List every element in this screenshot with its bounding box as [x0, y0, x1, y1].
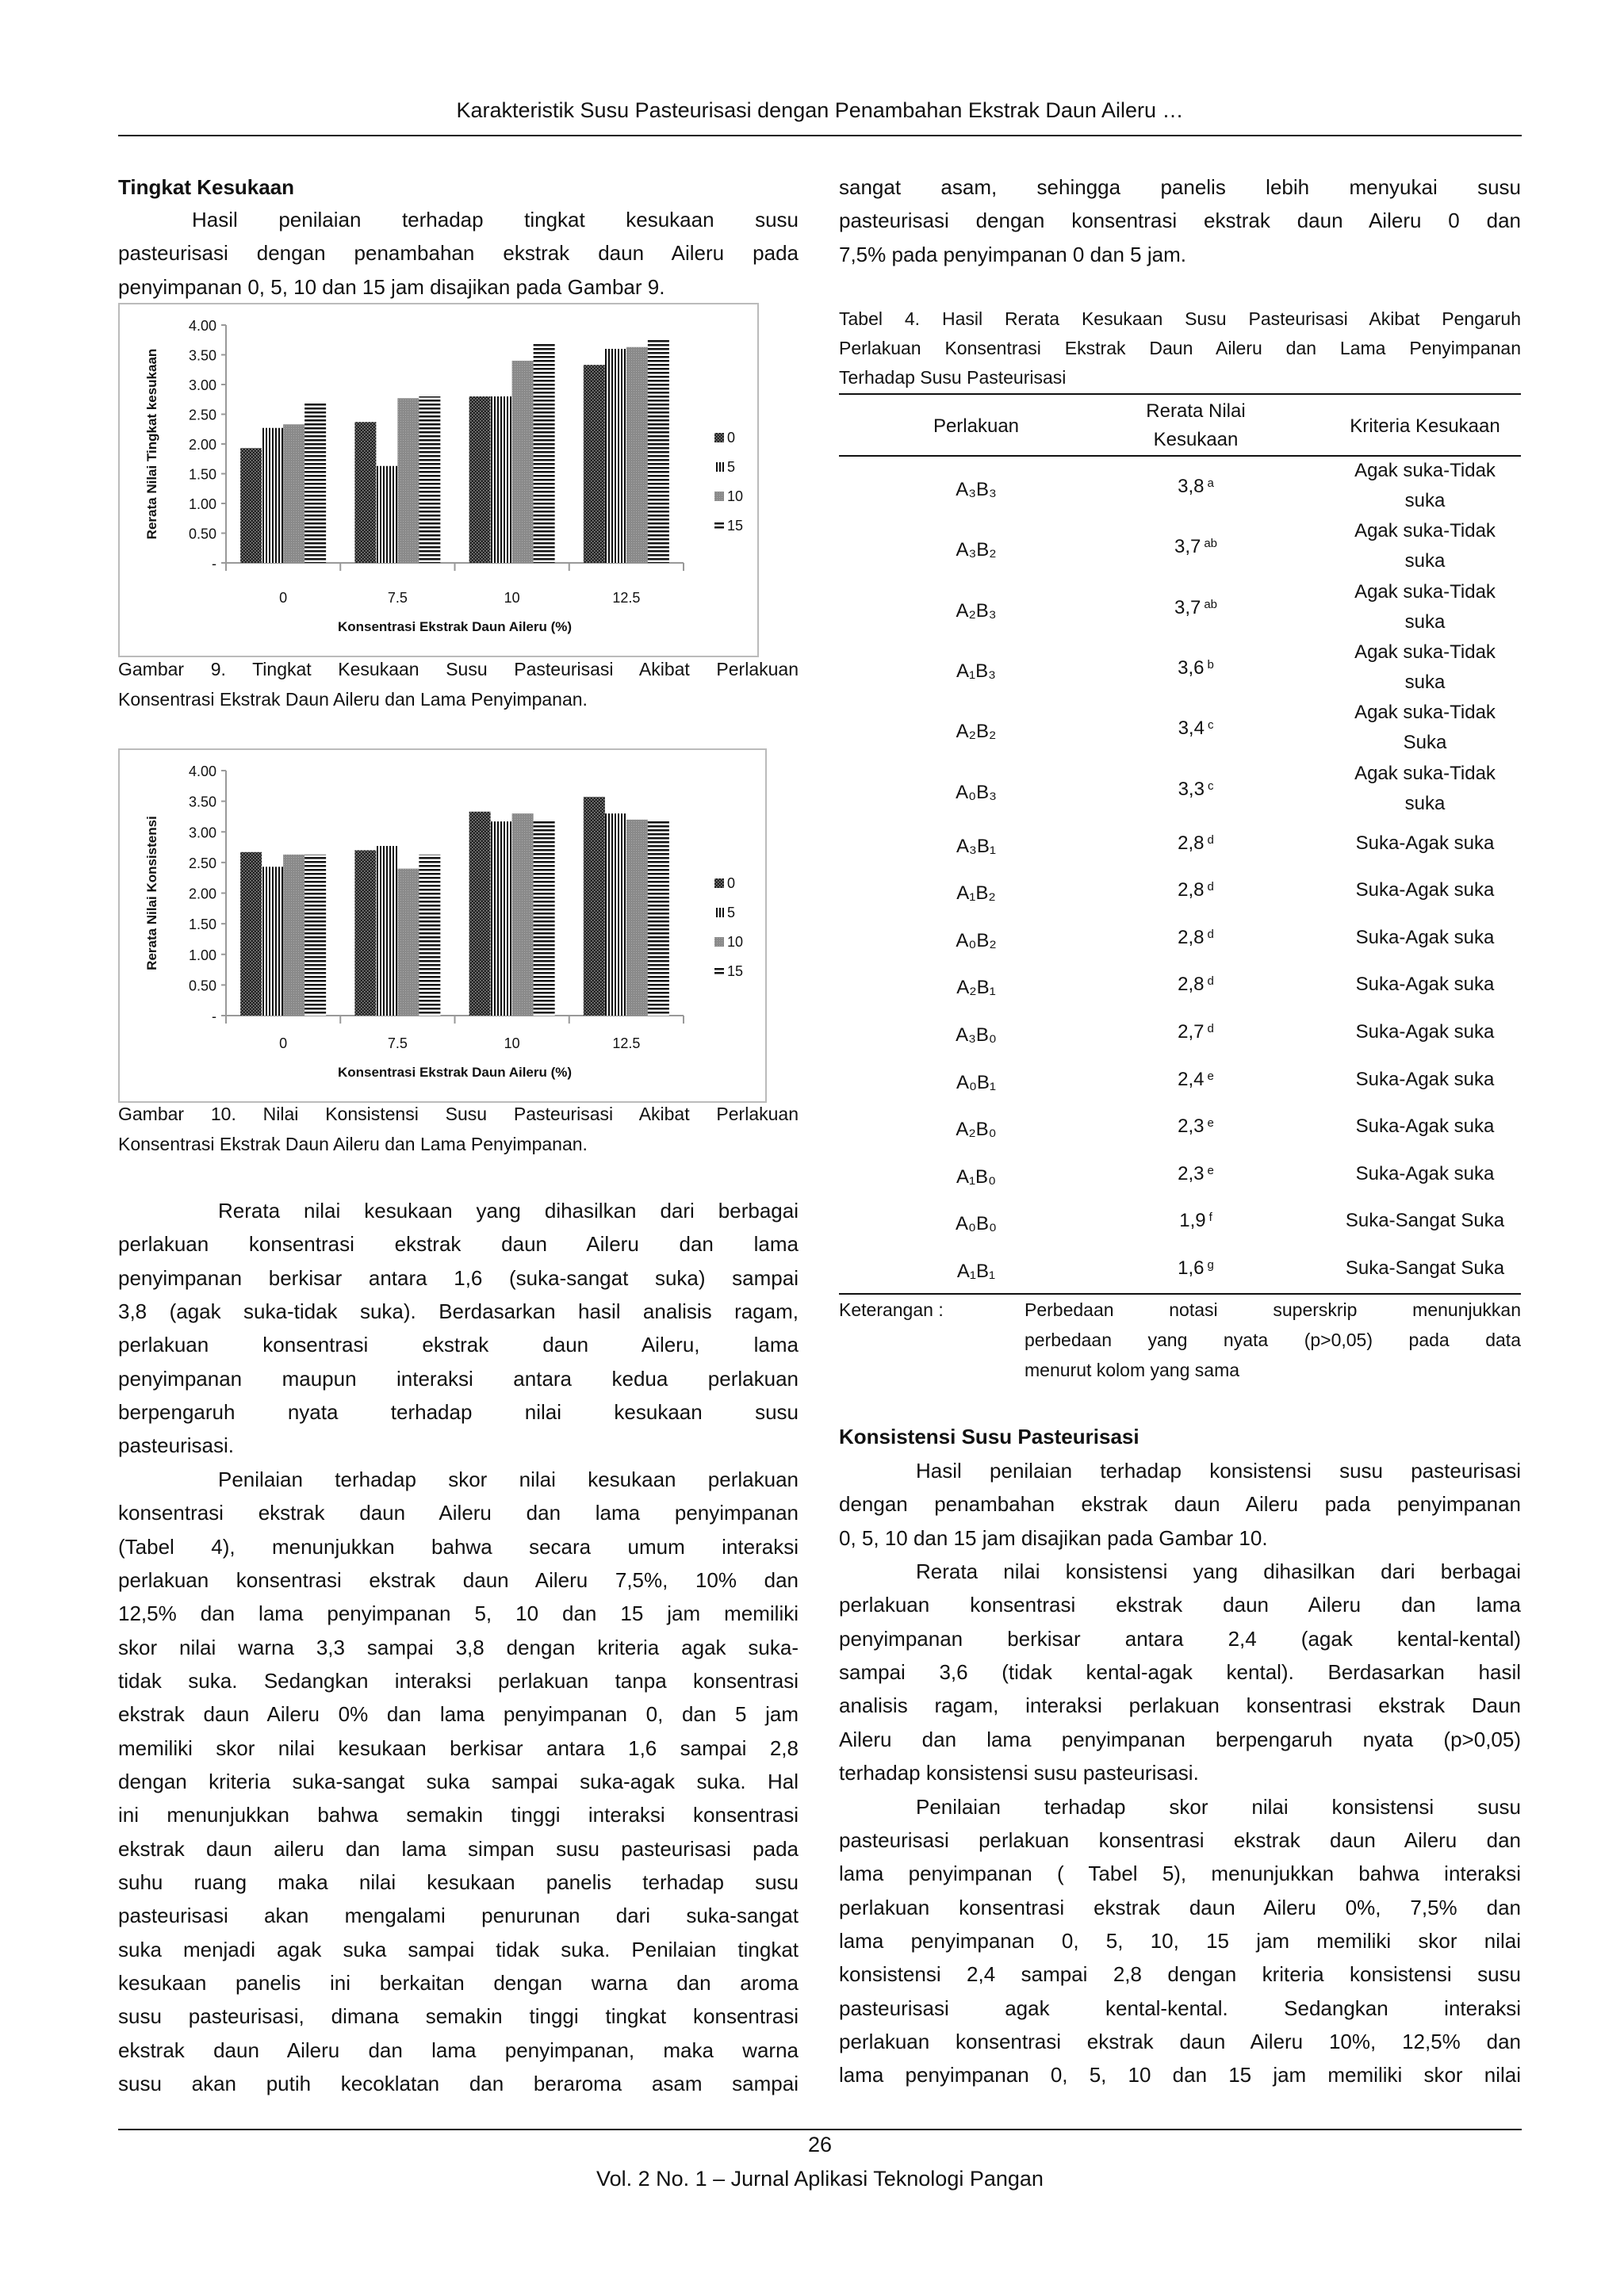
y-tick-label: 3.00: [188, 825, 216, 841]
notasi-superscript: g: [1207, 1258, 1214, 1272]
notasi-superscript: d: [1207, 832, 1214, 847]
legend-label: 10: [727, 934, 744, 950]
cell-kriteria: Suka-Sangat Suka: [1345, 1257, 1505, 1279]
y-tick-label: 3.00: [188, 377, 216, 393]
paragraph-line: lama penyimpanan 0, 5, 10 dan 15 jam memiliki skor nilai: [839, 2063, 1521, 2087]
legend-label: 10: [727, 488, 744, 504]
paragraph-line: lama penyimpanan ( Tabel 5), menunjukkan bahwa interaksi: [839, 1862, 1521, 1886]
bar-12.5-series-5: [605, 813, 626, 1016]
bar-7.5-series-10: [397, 398, 419, 563]
nilai-value: 3,7: [1174, 536, 1201, 558]
paragraph-line: ekstrak daun aileru dan lama simpan susu pasteurisasi pada: [118, 1836, 799, 1861]
figure-10-caption-line: Gambar 10. Nilai Konsistensi Susu Pasteurisasi Akibat Perlakuan: [118, 1104, 799, 1124]
table-header-perlakuan: Perlakuan: [933, 415, 1020, 437]
nilai-value: 2,3: [1178, 1162, 1205, 1184]
bar-0-series-10: [283, 855, 304, 1016]
cell-nilai: [1094, 875, 1297, 905]
bar-7.5-series-15: [419, 396, 440, 563]
legend-swatch-0: [714, 433, 724, 442]
cell-kriteria: Suka-Agak suka: [1355, 1021, 1495, 1043]
bar-12.5-series-15: [648, 339, 669, 563]
cell-nilai: [1094, 1065, 1297, 1094]
chart-svg-konsistensi: [120, 750, 765, 1101]
cell-perlakuan: A₀B₃: [956, 781, 997, 803]
cell-nilai: [1094, 532, 1297, 561]
cell-perlakuan: A₃B₀: [956, 1024, 997, 1046]
bar-10-series-10: [512, 361, 534, 563]
paragraph-line: ekstrak daun Aileru dan lama penyimpanan, maka warna: [118, 2038, 799, 2062]
paragraph-line: analisis ragam, interaksi perlakuan konsentrasi ekstrak Daun: [839, 1693, 1521, 1718]
section-heading-konsistensi: Konsistensi Susu Pasteurisasi: [839, 1425, 1139, 1448]
paragraph-line: kesukaan panelis ini berkaitan dengan warna dan aroma: [118, 1971, 799, 1996]
cell-kriteria: Agak suka-Tidak: [1354, 641, 1496, 664]
figure-10-caption-line: Konsentrasi Ekstrak Daun Aileru dan Lama Penyimpanan.: [118, 1134, 588, 1154]
paragraph-line: penyimpanan 0, 5, 10 dan 15 jam disajikan pada Gambar 9.: [118, 274, 665, 299]
bar-0-series-5: [262, 428, 283, 563]
cell-kriteria: Suka-Agak suka: [1355, 926, 1495, 948]
bar-0-series-15: [304, 855, 326, 1016]
x-tick-label: 10: [504, 1035, 520, 1051]
y-tick-label: 2.50: [188, 407, 216, 423]
notasi-superscript: d: [1207, 880, 1214, 894]
legend-swatch-0: [714, 878, 724, 888]
paragraph-line: dengan kriteria suka-sangat suka sampai suka-agak suka. Hal: [118, 1769, 799, 1793]
legend-label: 0: [727, 875, 736, 891]
bar-0-series-0: [240, 448, 262, 563]
paragraph-line: pasteurisasi dengan konsentrasi ekstrak daun Aileru 0 dan: [839, 209, 1521, 233]
bar-10-series-5: [491, 821, 512, 1016]
paragraph-line: perlakuan konsentrasi ekstrak daun Aileru 10%, 12,5% dan: [839, 2029, 1521, 2053]
cell-nilai: [1094, 1253, 1297, 1283]
table-header-rerata-2: Kesukaan: [1153, 429, 1239, 450]
paragraph-line: penyimpanan berkisar antara 1,6 (suka-sangat suka) sampai: [118, 1265, 799, 1290]
paragraph-line: ekstrak daun Aileru 0% dan lama penyimpanan 0, dan 5 jam: [118, 1702, 799, 1727]
header-rule: [118, 135, 1522, 136]
paragraph-line: memiliki skor nilai kesukaan berkisar antara 1,6 sampai 2,8: [118, 1735, 799, 1760]
paragraph-line: Hasil penilaian terhadap tingkat kesukaan susu: [192, 208, 799, 232]
y-tick-label: 3.50: [188, 347, 216, 364]
cell-kriteria: Suka-Agak suka: [1355, 832, 1495, 854]
x-tick-label: 12.5: [612, 1035, 641, 1051]
cell-perlakuan: A₃B₃: [956, 479, 997, 501]
paragraph-line: Rerata nilai kesukaan yang dihasilkan dari berbagai: [218, 1199, 799, 1223]
legend-label: 15: [727, 518, 744, 534]
cell-kriteria: Suka-Agak suka: [1355, 974, 1495, 996]
nilai-value: 2,8: [1178, 832, 1205, 854]
nilai-value: 3,8: [1178, 476, 1205, 498]
bar-12.5-series-10: [626, 347, 648, 563]
table-caption-line: Perlakuan Konsentrasi Ekstrak Daun Aileru dan Lama Penyimpanan: [839, 338, 1521, 358]
chart-svg-kesukaan: [120, 304, 757, 656]
bar-12.5-series-0: [584, 365, 605, 563]
cell-kriteria: Agak suka-Tidak: [1354, 460, 1496, 482]
paragraph-line: (Tabel 4), menunjukkan bahwa secara umum interaksi: [118, 1534, 799, 1559]
cell-nilai: [1094, 775, 1297, 804]
cell-nilai: [1094, 714, 1297, 743]
cell-kriteria: Suka-Agak suka: [1355, 1115, 1495, 1138]
table-note-line: Perbedaan notasi superskrip menunjukkan: [1025, 1299, 1521, 1320]
bar-0-series-0: [240, 852, 262, 1016]
paragraph-line: tidak suka. Sedangkan interaksi perlakuan tanpa konsentrasi: [118, 1668, 799, 1693]
cell-kriteria: suka: [1404, 610, 1446, 633]
y-axis-title: Rerata Nilai Konsistensi: [144, 816, 159, 970]
cell-perlakuan: A₁B₂: [956, 882, 996, 905]
paragraph-line: susu pasteurisasi, dimana semakin tinggi tingkat konsentrasi: [118, 2004, 799, 2029]
section-heading-tingkat-kesukaan: Tingkat Kesukaan: [118, 175, 295, 199]
cell-kriteria: Suka-Agak suka: [1355, 1068, 1495, 1090]
paragraph-line: terhadap konsistensi susu pasteurisasi.: [839, 1761, 1199, 1785]
x-tick-label: 7.5: [387, 1035, 408, 1051]
nilai-value: 2,4: [1178, 1068, 1205, 1090]
legend-swatch-5: [714, 462, 724, 472]
y-tick-label: 0.50: [188, 526, 216, 542]
paragraph-line: pasteurisasi perlakuan konsentrasi ekstrak daun Aileru dan: [839, 1827, 1521, 1852]
cell-kriteria: suka: [1404, 672, 1446, 694]
y-tick-label: 4.00: [188, 763, 216, 779]
y-tick-label: 1.00: [188, 496, 216, 512]
notasi-superscript: d: [1207, 927, 1214, 941]
footer-rule: [118, 2129, 1522, 2130]
paragraph-line: susu akan putih kecoklatan dan beraroma asam sampai: [118, 2072, 799, 2096]
cell-kriteria: Suka: [1403, 732, 1447, 754]
paragraph-line: Hasil penilaian terhadap konsistensi susu pasteurisasi: [916, 1459, 1521, 1483]
cell-perlakuan: A₁B₁: [956, 1261, 996, 1282]
paragraph-line: berpengaruh nyata terhadap nilai kesukaan susu: [118, 1400, 799, 1425]
paragraph-line: konsentrasi ekstrak daun Aileru dan lama penyimpanan: [118, 1501, 799, 1525]
bar-10-series-0: [469, 396, 491, 563]
notasi-superscript: f: [1208, 1211, 1212, 1225]
cell-kriteria: Agak suka-Tidak: [1354, 580, 1496, 603]
figure-10-chart: [118, 748, 767, 1103]
figure-9-caption-line: Konsentrasi Ekstrak Daun Aileru dan Lama Penyimpanan.: [118, 689, 588, 710]
table-caption-line: Terhadap Susu Pasteurisasi: [839, 367, 1067, 388]
paragraph-line: 3,8 (agak suka-tidak suka). Berdasarkan hasil analisis ragam,: [118, 1299, 799, 1324]
nilai-value: 3,3: [1178, 778, 1205, 800]
x-tick-label: 7.5: [387, 590, 408, 606]
bar-10-series-0: [469, 812, 491, 1016]
paragraph-line: dengan penambahan ekstrak daun Aileru pada penyimpanan: [839, 1492, 1521, 1517]
page-number: 26: [807, 2133, 833, 2156]
bar-12.5-series-10: [626, 820, 648, 1016]
bar-12.5-series-15: [648, 820, 669, 1016]
bar-10-series-10: [512, 813, 534, 1016]
legend-label: 15: [727, 963, 744, 979]
paragraph-line: pasteurisasi.: [118, 1433, 234, 1458]
y-tick-label: 3.50: [188, 794, 216, 810]
table-note-label: Keterangan :: [839, 1299, 944, 1320]
cell-perlakuan: A₃B₁: [956, 835, 996, 857]
table-top-rule: [839, 393, 1521, 395]
legend-swatch-15: [714, 966, 724, 976]
cell-kriteria: Suka-Sangat Suka: [1345, 1210, 1505, 1232]
paragraph-line: Rerata nilai konsistensi yang dihasilkan dari berbagai: [916, 1559, 1521, 1584]
figure-9-chart: [118, 303, 759, 657]
nilai-value: 2,8: [1178, 974, 1205, 996]
figure-9-caption-line: Gambar 9. Tingkat Kesukaan Susu Pasteurisasi Akibat Perlakuan: [118, 659, 799, 679]
bar-10-series-5: [491, 396, 512, 563]
bar-10-series-15: [534, 343, 555, 564]
cell-nilai: [1094, 923, 1297, 952]
nilai-value: 3,4: [1178, 718, 1205, 740]
paragraph-line: skor nilai warna 3,3 sampai 3,8 dengan kriteria agak suka-: [118, 1635, 799, 1659]
y-tick-label: 4.00: [188, 318, 216, 334]
cell-perlakuan: A₀B₁: [956, 1071, 997, 1093]
nilai-value: 1,9: [1179, 1210, 1206, 1232]
paragraph-line: sampai 3,6 (tidak kental-agak kental). Berdasarkan hasil: [839, 1660, 1521, 1685]
paragraph-line: pasteurisasi akan mengalami penurunan dari suka-sangat: [118, 1904, 799, 1928]
notasi-superscript: c: [1207, 779, 1214, 793]
cell-nilai: [1094, 970, 1297, 999]
table-bottom-rule: [839, 1293, 1521, 1295]
legend-swatch-10: [714, 937, 724, 947]
x-tick-label: 10: [504, 590, 520, 606]
table-caption-line: Tabel 4. Hasil Rerata Kesukaan Susu Pasteurisasi Akibat Pengaruh: [839, 308, 1521, 329]
cell-kriteria: suka: [1404, 550, 1446, 572]
cell-nilai: [1094, 1112, 1297, 1141]
y-tick-label: -: [212, 1008, 216, 1024]
nilai-value: 1,6: [1178, 1257, 1205, 1279]
x-tick-label: 0: [279, 590, 288, 606]
notasi-superscript: e: [1207, 1116, 1214, 1131]
nilai-value: 2,7: [1178, 1021, 1205, 1043]
y-tick-label: -: [212, 556, 216, 572]
cell-nilai: [1094, 1206, 1297, 1235]
x-tick-label: 12.5: [612, 590, 641, 606]
bar-7.5-series-5: [376, 466, 397, 563]
legend-label: 5: [727, 459, 736, 475]
notasi-superscript: e: [1207, 1163, 1214, 1177]
y-axis-title: Rerata Nilai Tingkat kesukaan: [144, 348, 159, 540]
cell-nilai: [1094, 1159, 1297, 1188]
paragraph-line: penyimpanan maupun interaksi antara kedua perlakuan: [118, 1366, 799, 1391]
journal-footer: Vol. 2 No. 1 – Jurnal Aplikasi Teknologi Pangan: [596, 2167, 1044, 2191]
cell-perlakuan: A₂B₀: [956, 1119, 997, 1141]
cell-kriteria: suka: [1404, 490, 1446, 512]
cell-kriteria: Suka-Agak suka: [1355, 1162, 1495, 1184]
y-tick-label: 2.00: [188, 437, 216, 453]
table-note-line: perbedaan yang nyata (p>0,05) pada data: [1025, 1330, 1521, 1350]
paragraph-line: perlakuan konsentrasi ekstrak daun Aileru 0%, 7,5% dan: [839, 1895, 1521, 1919]
cell-nilai: [1094, 828, 1297, 858]
cell-perlakuan: A₃B₂: [956, 539, 997, 561]
table-header-rerata: Rerata Nilai: [1146, 400, 1246, 422]
cell-perlakuan: A₂B₃: [956, 599, 997, 622]
paragraph-line: konsistensi 2,4 sampai 2,8 dengan kriteria konsistensi susu: [839, 1962, 1521, 1987]
notasi-superscript: ab: [1204, 597, 1218, 611]
x-tick-label: 0: [279, 1035, 288, 1051]
paragraph-line: sangat asam, sehingga panelis lebih menyukai susu: [839, 175, 1521, 199]
nilai-value: 2,8: [1178, 879, 1205, 901]
bar-12.5-series-5: [605, 349, 626, 563]
paragraph-line: suhu ruang maka nilai kesukaan panelis terhadap susu: [118, 1870, 799, 1894]
y-tick-label: 0.50: [188, 978, 216, 994]
cell-perlakuan: A₀B₀: [956, 1213, 997, 1235]
notasi-superscript: e: [1207, 1069, 1214, 1083]
legend-label: 0: [727, 430, 736, 446]
bar-0-series-5: [262, 867, 283, 1016]
paragraph-line: ini menunjukkan bahwa semakin tinggi interaksi konsentrasi: [118, 1803, 799, 1827]
cell-perlakuan: A₁B₀: [956, 1165, 997, 1188]
cell-perlakuan: A₂B₂: [956, 721, 997, 743]
paragraph-line: 0, 5, 10 dan 15 jam disajikan pada Gambar 10.: [839, 1525, 1268, 1550]
paragraph-line: pasteurisasi dengan penambahan ekstrak daun Aileru pada: [118, 241, 799, 266]
notasi-superscript: a: [1207, 476, 1214, 491]
cell-kriteria: Agak suka-Tidak: [1354, 762, 1496, 784]
cell-nilai: [1094, 653, 1297, 683]
cell-nilai: [1094, 1017, 1297, 1047]
cell-perlakuan: A₁B₃: [956, 660, 996, 683]
paragraph-line: Penilaian terhadap skor nilai konsistensi susu: [916, 1794, 1521, 1819]
paragraph-line: perlakuan konsentrasi ekstrak daun Aileru 7,5%, 10% dan: [118, 1567, 799, 1592]
x-axis-title: Konsentrasi Ekstrak Daun Aileru (%): [337, 619, 573, 634]
cell-nilai: [1094, 593, 1297, 622]
y-tick-label: 2.00: [188, 886, 216, 902]
nilai-value: 3,7: [1174, 596, 1201, 618]
notasi-superscript: c: [1207, 718, 1214, 733]
bar-7.5-series-0: [354, 850, 376, 1016]
table-header-kriteria: Kriteria Kesukaan: [1350, 415, 1500, 437]
bar-7.5-series-10: [397, 869, 419, 1016]
paragraph-line: perlakuan konsentrasi ekstrak daun Aileru dan lama: [839, 1593, 1521, 1617]
legend-swatch-15: [714, 521, 724, 530]
bar-0-series-15: [304, 403, 326, 564]
paragraph-line: 7,5% pada penyimpanan 0 dan 5 jam.: [839, 242, 1186, 266]
cell-kriteria: Agak suka-Tidak: [1354, 702, 1496, 724]
legend-swatch-5: [714, 908, 724, 917]
paragraph-line: pasteurisasi agak kental-kental. Sedangkan interaksi: [839, 1996, 1521, 2020]
legend-swatch-10: [714, 492, 724, 501]
table-note-line: menurut kolom yang sama: [1025, 1360, 1240, 1380]
bar-10-series-15: [534, 820, 555, 1016]
legend-label: 5: [727, 905, 736, 920]
y-tick-label: 1.50: [188, 466, 216, 483]
running-header: Karakteristik Susu Pasteurisasi dengan Penambahan Ekstrak Daun Aileru …: [456, 98, 1184, 122]
y-tick-label: 1.50: [188, 916, 216, 933]
cell-nilai: [1094, 472, 1297, 501]
paragraph-line: Aileru dan lama penyimpanan berpengaruh nyata (p>0,05): [839, 1727, 1521, 1751]
bar-7.5-series-15: [419, 855, 440, 1016]
bar-7.5-series-0: [354, 422, 376, 563]
cell-kriteria: Suka-Agak suka: [1355, 879, 1495, 901]
nilai-value: 2,8: [1178, 926, 1205, 948]
paragraph-line: perlakuan konsentrasi ekstrak daun Aileru dan lama: [118, 1232, 799, 1257]
nilai-value: 3,6: [1178, 657, 1205, 679]
notasi-superscript: b: [1207, 658, 1214, 672]
y-tick-label: 1.00: [188, 947, 216, 963]
paragraph-line: suka menjadi agak suka sampai tidak suka. Penilaian tingkat: [118, 1937, 799, 1961]
paragraph-line: lama penyimpanan 0, 5, 10, 15 jam memiliki skor nilai: [839, 1928, 1521, 1953]
cell-perlakuan: A₂B₁: [956, 977, 996, 999]
bar-0-series-10: [283, 424, 304, 563]
nilai-value: 2,3: [1178, 1115, 1205, 1138]
cell-kriteria: suka: [1404, 792, 1446, 814]
y-tick-label: 2.50: [188, 855, 216, 871]
paragraph-line: Penilaian terhadap skor nilai kesukaan perlakuan: [218, 1467, 799, 1491]
bar-12.5-series-0: [584, 797, 605, 1016]
x-axis-title: Konsentrasi Ekstrak Daun Aileru (%): [337, 1065, 573, 1080]
cell-kriteria: Agak suka-Tidak: [1354, 520, 1496, 542]
cell-perlakuan: A₀B₂: [956, 929, 997, 951]
paragraph-line: penyimpanan berkisar antara 2,4 (agak kental-kental): [839, 1626, 1521, 1651]
paragraph-line: perlakuan konsentrasi ekstrak daun Aileru, lama: [118, 1333, 799, 1357]
notasi-superscript: d: [1207, 974, 1214, 989]
notasi-superscript: d: [1207, 1022, 1214, 1035]
paragraph-line: 12,5% dan lama penyimpanan 5, 10 dan 15 jam memiliki: [118, 1601, 799, 1626]
notasi-superscript: ab: [1204, 537, 1218, 551]
bar-7.5-series-5: [376, 846, 397, 1016]
